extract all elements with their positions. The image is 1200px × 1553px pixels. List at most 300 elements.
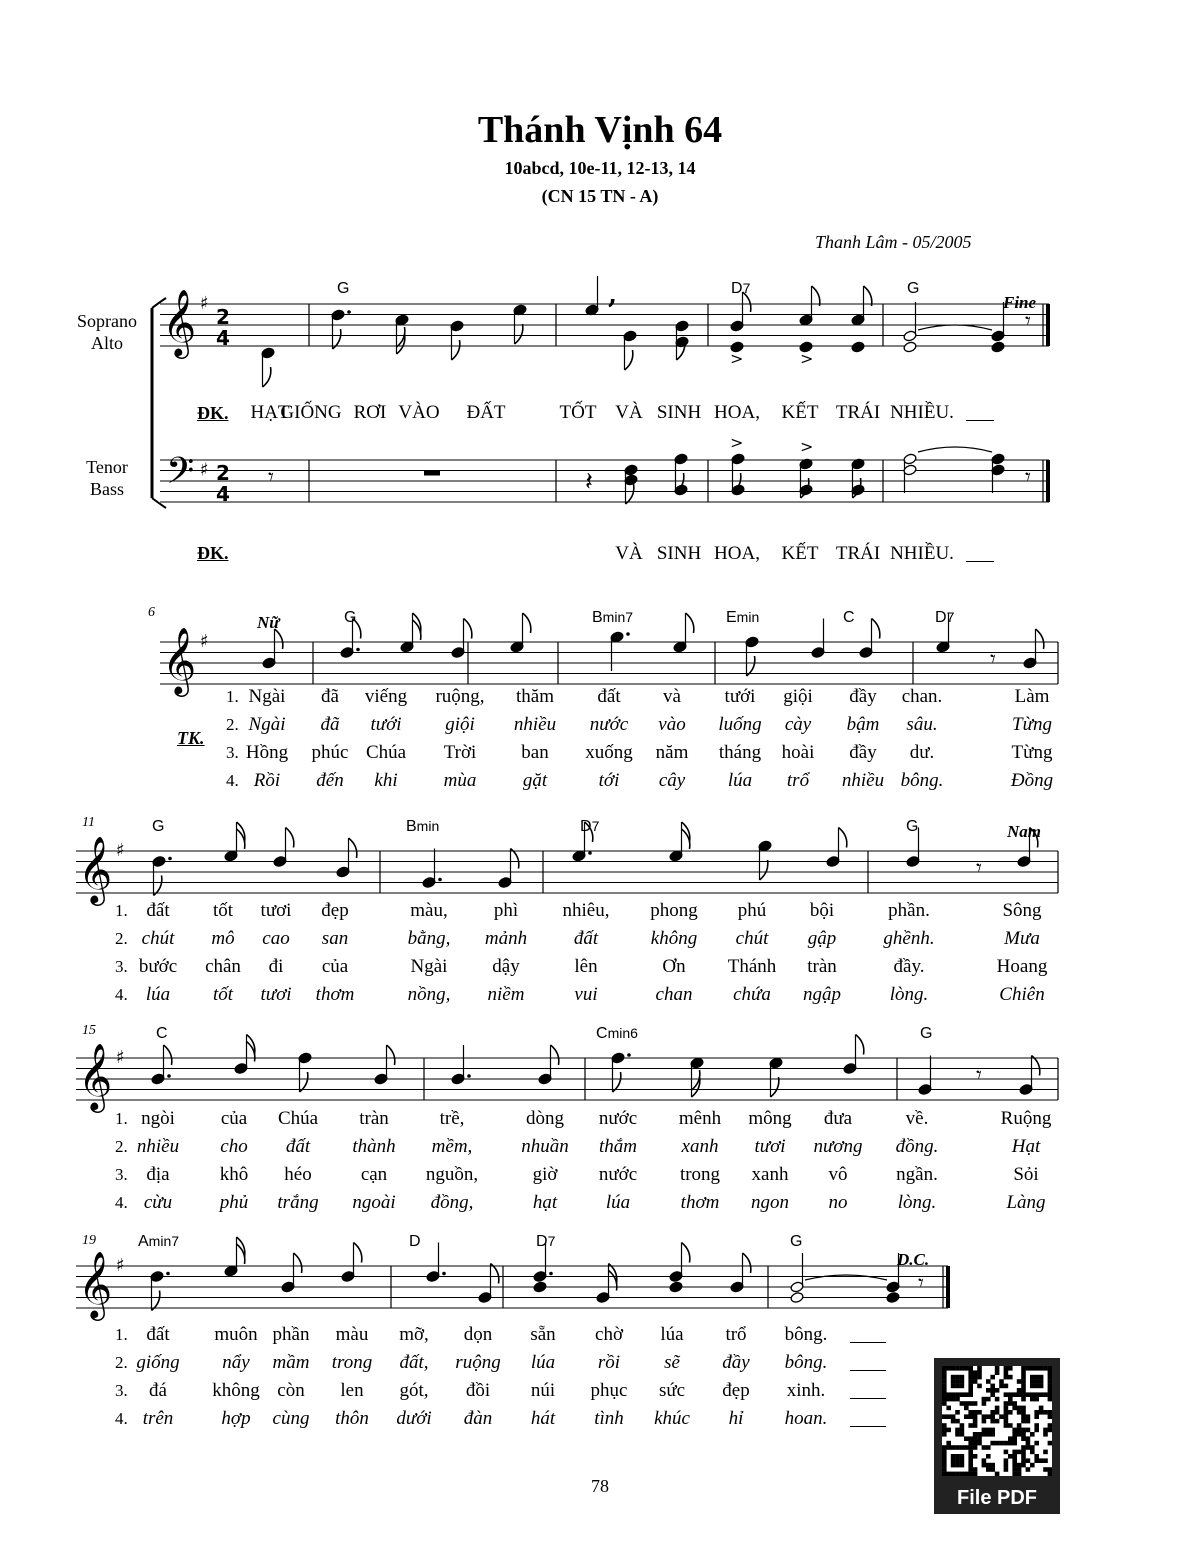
verse-lyric: trổ bbox=[725, 1324, 747, 1345]
verse-lyric: Trời bbox=[443, 742, 477, 763]
refrain-lyric-lower: SINH bbox=[656, 543, 702, 564]
qr-module bbox=[1048, 1472, 1052, 1476]
verse-lyric: khúc bbox=[654, 1408, 690, 1429]
qr-module bbox=[1026, 1392, 1031, 1397]
qr-module bbox=[942, 1384, 947, 1389]
qr-module bbox=[964, 1406, 969, 1411]
qr-module bbox=[1034, 1375, 1039, 1380]
qr-module bbox=[1043, 1410, 1048, 1415]
chord-symbol bbox=[138, 1233, 179, 1251]
chord-symbol: G bbox=[920, 1025, 933, 1042]
qr-module bbox=[973, 1419, 978, 1424]
qr-module bbox=[968, 1450, 973, 1455]
verse-lyric: tới bbox=[598, 770, 620, 791]
qr-module bbox=[977, 1432, 982, 1437]
verse-number: 1. bbox=[115, 1109, 128, 1128]
qr-module bbox=[951, 1454, 956, 1459]
chord-symbol: G bbox=[152, 818, 165, 835]
qr-module bbox=[960, 1458, 965, 1463]
qr-module bbox=[951, 1414, 956, 1419]
qr-module bbox=[973, 1445, 978, 1450]
verse-lyric: nhuần bbox=[521, 1136, 569, 1157]
verse-lyric: đầy. bbox=[893, 956, 925, 977]
qr-module bbox=[1021, 1463, 1026, 1468]
verse-lyric: cây bbox=[658, 770, 686, 791]
qr-module bbox=[942, 1401, 947, 1406]
qr-module bbox=[942, 1414, 947, 1419]
qr-module bbox=[1034, 1423, 1039, 1428]
time-signature-top: 2 bbox=[216, 305, 230, 329]
qr-module bbox=[968, 1375, 973, 1380]
qr-module bbox=[982, 1458, 987, 1463]
chord-symbol bbox=[726, 609, 759, 627]
qr-module bbox=[973, 1410, 978, 1415]
qr-module bbox=[1004, 1423, 1009, 1428]
chord-quality: 7 bbox=[742, 280, 751, 296]
verse-lyric: không bbox=[212, 1380, 260, 1401]
verse-lyric: đàn bbox=[463, 1408, 493, 1429]
verse-lyric: xinh. bbox=[786, 1380, 826, 1401]
qr-module bbox=[955, 1384, 960, 1389]
verse-lyric: giội bbox=[783, 686, 813, 707]
verse-lyric: đất bbox=[573, 928, 599, 949]
note-flag bbox=[263, 367, 271, 387]
quarter-rest: 𝄽 bbox=[585, 467, 593, 497]
qr-module bbox=[1048, 1410, 1052, 1415]
qr-module bbox=[973, 1432, 978, 1437]
lyric-extender bbox=[850, 1370, 886, 1371]
qr-module bbox=[1008, 1366, 1013, 1371]
treble-clef: 𝄞 bbox=[162, 626, 197, 694]
qr-module bbox=[1043, 1392, 1048, 1397]
lyric-extender bbox=[850, 1426, 886, 1427]
verse-lyric: Đồng bbox=[1010, 770, 1054, 791]
bar-number-15: 15 bbox=[82, 1023, 96, 1038]
verse-lyric: nẩy bbox=[222, 1352, 250, 1373]
verse-lyric: Hoang bbox=[996, 956, 1048, 977]
note-flag bbox=[839, 828, 847, 848]
note-flag bbox=[872, 619, 880, 639]
qr-module bbox=[1048, 1467, 1052, 1472]
qr-module bbox=[960, 1454, 965, 1459]
verse-lyric: trên bbox=[142, 1408, 174, 1429]
verse-lyric: đẹp bbox=[722, 1380, 750, 1401]
note-dot bbox=[442, 1272, 446, 1276]
verse-lyric: vào bbox=[658, 714, 686, 735]
verse-lyric: mỡ, bbox=[399, 1324, 429, 1345]
verse-lyric: mùa bbox=[443, 770, 477, 791]
verse-lyric: tươi bbox=[754, 1136, 786, 1157]
note-flag bbox=[515, 324, 523, 344]
qr-module bbox=[1048, 1379, 1052, 1384]
qr-module bbox=[955, 1375, 960, 1380]
qr-module bbox=[1034, 1428, 1039, 1433]
lyric-extender bbox=[966, 561, 994, 562]
qr-module bbox=[1021, 1458, 1026, 1463]
verse-lyric: khô bbox=[219, 1164, 249, 1185]
qr-module bbox=[951, 1472, 956, 1476]
verse-lyric: tươi bbox=[260, 984, 292, 1005]
qr-module bbox=[951, 1419, 956, 1424]
verse-lyric: dòng bbox=[526, 1108, 564, 1129]
chord-quality: min7 bbox=[148, 1233, 180, 1249]
verse-lyric: đưa bbox=[823, 1108, 853, 1129]
verse-lyric: gặt bbox=[522, 770, 548, 791]
qr-module bbox=[955, 1366, 960, 1371]
refrain-lyric-upper: TRÁI bbox=[835, 402, 881, 423]
qr-module bbox=[1026, 1428, 1031, 1433]
qr-module bbox=[951, 1392, 956, 1397]
qr-module bbox=[1030, 1450, 1035, 1455]
qr-module bbox=[1004, 1392, 1009, 1397]
qr-module bbox=[968, 1458, 973, 1463]
verse-lyric: Thánh bbox=[727, 956, 777, 977]
qr-module bbox=[982, 1463, 987, 1468]
verse-lyric: nương bbox=[813, 1136, 863, 1157]
refrain-lyric-upper: GIỐNG bbox=[280, 402, 342, 423]
qr-module bbox=[1021, 1379, 1026, 1384]
qr-module bbox=[973, 1370, 978, 1375]
melody-note bbox=[886, 1291, 900, 1303]
verse-number: 1. bbox=[115, 1325, 128, 1344]
qr-module bbox=[995, 1441, 1000, 1446]
verse-number: 2. bbox=[115, 1137, 128, 1156]
fine-mark: Fine bbox=[1003, 293, 1037, 312]
bass-clef: 𝄢 bbox=[166, 450, 195, 501]
qr-module bbox=[951, 1445, 956, 1450]
qr-module bbox=[973, 1401, 978, 1406]
verse-lyric: nhiều bbox=[841, 770, 885, 791]
qr-code[interactable] bbox=[934, 1358, 1060, 1514]
whole-rest bbox=[424, 471, 440, 476]
verse-lyric: Hồng bbox=[245, 742, 289, 763]
note-dot bbox=[627, 1053, 631, 1057]
qr-module bbox=[942, 1423, 947, 1428]
qr-module bbox=[1034, 1392, 1039, 1397]
verse-lyric: bội bbox=[809, 900, 835, 921]
verse-lyric: lúa bbox=[605, 1192, 631, 1213]
qr-module bbox=[951, 1463, 956, 1468]
qr-module bbox=[973, 1472, 978, 1476]
qr-module bbox=[1012, 1472, 1017, 1476]
chord-quality: min bbox=[736, 609, 760, 625]
qr-module bbox=[982, 1432, 987, 1437]
verse-lyric: thành bbox=[352, 1136, 396, 1157]
soprano-label: Soprano bbox=[77, 311, 137, 331]
qr-module bbox=[1004, 1410, 1009, 1415]
chord-root: D bbox=[935, 609, 947, 626]
qr-module bbox=[946, 1445, 951, 1450]
note-flag bbox=[771, 1077, 779, 1097]
refrain-label-upper: ĐK. bbox=[197, 403, 229, 423]
qr-module bbox=[946, 1428, 951, 1433]
verse-lyric: giờ bbox=[532, 1164, 558, 1185]
chord-root: B bbox=[406, 818, 417, 835]
refrain-lyric-upper: NHIỀU. bbox=[890, 402, 954, 423]
melody-note bbox=[669, 1281, 683, 1293]
breath-mark: , bbox=[608, 280, 618, 310]
note-flag bbox=[743, 1253, 751, 1273]
verse-lyric: Ngài bbox=[410, 956, 448, 977]
lyric-extender bbox=[850, 1398, 886, 1399]
verse-lyric: hát bbox=[530, 1408, 556, 1429]
qr-module bbox=[1034, 1454, 1039, 1459]
chord-root: A bbox=[138, 1233, 149, 1250]
qr-module bbox=[968, 1410, 973, 1415]
qr-module bbox=[986, 1445, 991, 1450]
qr-module bbox=[1030, 1392, 1035, 1397]
key-signature-sharp: ♯ bbox=[200, 459, 209, 481]
qr-module bbox=[1012, 1432, 1017, 1437]
qr-module bbox=[1039, 1392, 1044, 1397]
verse-lyric: phong bbox=[650, 900, 698, 921]
chord-root: D bbox=[536, 1233, 548, 1250]
verse-lyric: hợp bbox=[221, 1408, 251, 1429]
lyric-extender bbox=[966, 420, 994, 421]
qr-module bbox=[990, 1392, 995, 1397]
chord-symbol: C bbox=[843, 609, 855, 626]
qr-module bbox=[1012, 1467, 1017, 1472]
qr-module bbox=[942, 1379, 947, 1384]
qr-module bbox=[999, 1441, 1004, 1446]
qr-module bbox=[942, 1370, 947, 1375]
qr-module bbox=[946, 1366, 951, 1371]
bar-number-11: 11 bbox=[82, 815, 95, 830]
note-flag bbox=[812, 286, 820, 306]
verse-lyric: đồng. bbox=[895, 1136, 939, 1157]
qr-module bbox=[982, 1419, 987, 1424]
key-signature-sharp: ♯ bbox=[116, 1255, 125, 1276]
verse-lyric: phủ bbox=[219, 1192, 249, 1213]
time-signature-bottom: 4 bbox=[216, 326, 230, 350]
qr-module bbox=[1012, 1392, 1017, 1397]
qr-module bbox=[1004, 1450, 1009, 1455]
key-signature-sharp: ♯ bbox=[116, 1047, 125, 1068]
note-dot bbox=[626, 632, 630, 636]
verse-lyric: lúa bbox=[530, 1352, 556, 1373]
alto-note bbox=[903, 341, 917, 353]
qr-module bbox=[1008, 1410, 1013, 1415]
accent-mark: > bbox=[730, 349, 744, 368]
verse-lyric: hỉ bbox=[728, 1408, 744, 1429]
qr-module bbox=[1030, 1379, 1035, 1384]
refrain-lyric-lower: NHIỀU. bbox=[890, 543, 954, 564]
qr-module bbox=[1012, 1401, 1017, 1406]
verse-lyric: sâu. bbox=[906, 714, 938, 735]
verse-number: 3. bbox=[226, 743, 239, 762]
qr-module bbox=[1030, 1366, 1035, 1371]
verse-lyric: hoan. bbox=[784, 1408, 828, 1429]
qr-module bbox=[946, 1441, 951, 1446]
note-flag bbox=[452, 340, 460, 360]
qr-module bbox=[942, 1445, 947, 1450]
qr-module bbox=[1012, 1454, 1017, 1459]
note-flag bbox=[682, 1243, 690, 1263]
verse-lyric: năm bbox=[655, 742, 689, 763]
treble-clef: 𝄞 bbox=[78, 1042, 113, 1110]
verse-lyric: chứa bbox=[733, 984, 771, 1005]
verse-lyric: luống bbox=[718, 714, 762, 735]
qr-module bbox=[1039, 1384, 1044, 1389]
qr-module bbox=[955, 1472, 960, 1476]
verse-lyric: len bbox=[340, 1380, 364, 1401]
chord-root: B bbox=[592, 609, 603, 626]
qr-module bbox=[1021, 1445, 1026, 1450]
verse-lyric: dọn bbox=[463, 1324, 493, 1345]
chord-symbol: C bbox=[156, 1025, 168, 1042]
qr-module bbox=[946, 1406, 951, 1411]
verse-label: TK. bbox=[177, 728, 205, 748]
verse-number: 3. bbox=[115, 957, 128, 976]
verse-lyric: nhiều bbox=[513, 714, 557, 735]
qr-module bbox=[990, 1432, 995, 1437]
verse-lyric: giống bbox=[136, 1352, 180, 1373]
liturgical-occasion: (CN 15 TN - A) bbox=[541, 186, 659, 206]
qr-module bbox=[968, 1423, 973, 1428]
qr-module bbox=[955, 1454, 960, 1459]
verse-lyric: niềm bbox=[487, 984, 525, 1005]
qr-module bbox=[960, 1463, 965, 1468]
qr-module bbox=[1048, 1392, 1052, 1397]
qr-module bbox=[942, 1392, 947, 1397]
female-voice-mark: Nữ bbox=[257, 613, 280, 632]
refrain-lyric-upper: ĐẤT bbox=[466, 402, 506, 423]
verse-lyric: lòng. bbox=[889, 984, 929, 1005]
qr-module bbox=[1017, 1388, 1022, 1393]
verse-lyric: nguồn, bbox=[425, 1164, 479, 1185]
qr-module bbox=[986, 1414, 991, 1419]
qr-module bbox=[951, 1366, 956, 1371]
verse-lyric: xuống bbox=[585, 742, 633, 763]
qr-module bbox=[977, 1375, 982, 1380]
verse-lyric: đã bbox=[320, 714, 340, 735]
qr-module bbox=[1030, 1375, 1035, 1380]
qr-module bbox=[968, 1392, 973, 1397]
chord-root: E bbox=[726, 609, 737, 626]
qr-module bbox=[990, 1410, 995, 1415]
verse-reference: 10abcd, 10e-11, 12-13, 14 bbox=[504, 158, 696, 178]
verse-lyric: bằng, bbox=[407, 928, 451, 949]
verse-lyric: xanh bbox=[681, 1136, 719, 1157]
dc-mark: D.C. bbox=[897, 1250, 930, 1269]
verse-lyric: tràn bbox=[359, 1108, 389, 1129]
lyric-extender bbox=[850, 1342, 886, 1343]
qr-module bbox=[973, 1454, 978, 1459]
verse-lyric: lòng. bbox=[897, 1192, 937, 1213]
verse-lyric: tràn bbox=[807, 956, 837, 977]
qr-module bbox=[1021, 1392, 1026, 1397]
verse-lyric: Hạt bbox=[1011, 1136, 1041, 1157]
qr-module bbox=[1034, 1397, 1039, 1402]
qr-module bbox=[964, 1436, 969, 1441]
verse-lyric: chút bbox=[141, 928, 175, 949]
chord-symbol bbox=[935, 609, 954, 627]
verse-lyric: núi bbox=[530, 1380, 556, 1401]
verse-lyric: đầy bbox=[849, 742, 877, 763]
qr-module bbox=[1048, 1388, 1052, 1393]
qr-module bbox=[986, 1467, 991, 1472]
refrain-lyric-lower: VÀ bbox=[615, 543, 643, 564]
qr-module bbox=[968, 1401, 973, 1406]
qr-module bbox=[990, 1384, 995, 1389]
verse-lyric: cừu bbox=[143, 1192, 173, 1213]
qr-module bbox=[1039, 1410, 1044, 1415]
qr-module bbox=[977, 1384, 982, 1389]
qr-module bbox=[995, 1472, 1000, 1476]
qr-module bbox=[1017, 1450, 1022, 1455]
verse-lyric: trắng bbox=[277, 1192, 319, 1213]
qr-module bbox=[1017, 1428, 1022, 1433]
verse-lyric: nhiêu, bbox=[562, 900, 610, 921]
qr-module bbox=[977, 1436, 982, 1441]
note-flag bbox=[387, 1045, 395, 1065]
verse-lyric: ngòi bbox=[141, 1108, 175, 1129]
eighth-rest: 𝄾 bbox=[1025, 465, 1031, 490]
verse-lyric: xanh bbox=[751, 1164, 789, 1185]
qr-module bbox=[1021, 1414, 1026, 1419]
qr-module bbox=[942, 1472, 947, 1476]
note-flag bbox=[1036, 629, 1044, 649]
verse-lyric: đất bbox=[597, 686, 621, 707]
verse-lyric: no bbox=[828, 1192, 848, 1213]
refrain-lyric-upper: HOA, bbox=[714, 402, 760, 423]
qr-module bbox=[964, 1366, 969, 1371]
qr-module bbox=[968, 1454, 973, 1459]
verse-number: 2. bbox=[226, 715, 239, 734]
note-dot bbox=[588, 851, 592, 855]
note-dot bbox=[167, 1074, 171, 1078]
chord-symbol bbox=[406, 818, 439, 836]
verse-lyric: ngần. bbox=[896, 1164, 938, 1185]
qr-module bbox=[1043, 1458, 1048, 1463]
qr-module bbox=[951, 1379, 956, 1384]
verse-lyric: nồng, bbox=[407, 984, 451, 1005]
tie bbox=[805, 1275, 887, 1280]
refrain-lyric-lower: KẾT bbox=[781, 543, 819, 564]
qr-module bbox=[951, 1375, 956, 1380]
verse-lyric: vui bbox=[574, 984, 598, 1005]
qr-module bbox=[1021, 1419, 1026, 1424]
chord-root: D bbox=[580, 818, 592, 835]
verse-lyric: vô bbox=[828, 1164, 848, 1185]
qr-module bbox=[955, 1419, 960, 1424]
note-dot bbox=[166, 1272, 170, 1276]
note-flag bbox=[864, 286, 872, 306]
verse-number: 3. bbox=[115, 1165, 128, 1184]
qr-module bbox=[968, 1388, 973, 1393]
verse-lyric: trong bbox=[331, 1352, 373, 1373]
qr-module bbox=[1048, 1375, 1052, 1380]
qr-module bbox=[951, 1458, 956, 1463]
verse-lyric: và bbox=[663, 686, 681, 707]
qr-module bbox=[986, 1428, 991, 1433]
qr-module bbox=[990, 1388, 995, 1393]
verse-lyric: gập bbox=[807, 928, 837, 949]
note-flag bbox=[464, 619, 472, 639]
verse-number: 1. bbox=[226, 687, 239, 706]
qr-module bbox=[1017, 1432, 1022, 1437]
verse-lyric: đầy bbox=[849, 686, 877, 707]
verse-lyric: đồi bbox=[465, 1380, 491, 1401]
verse-lyric: bông. bbox=[900, 770, 944, 791]
refrain-lyric-upper: VÀO bbox=[398, 402, 440, 423]
qr-module bbox=[1008, 1436, 1013, 1441]
verse-number: 2. bbox=[115, 1353, 128, 1372]
qr-module bbox=[968, 1472, 973, 1476]
verse-lyric: không bbox=[650, 928, 698, 949]
verse-number: 4. bbox=[115, 985, 128, 1004]
note-flag bbox=[686, 613, 694, 633]
